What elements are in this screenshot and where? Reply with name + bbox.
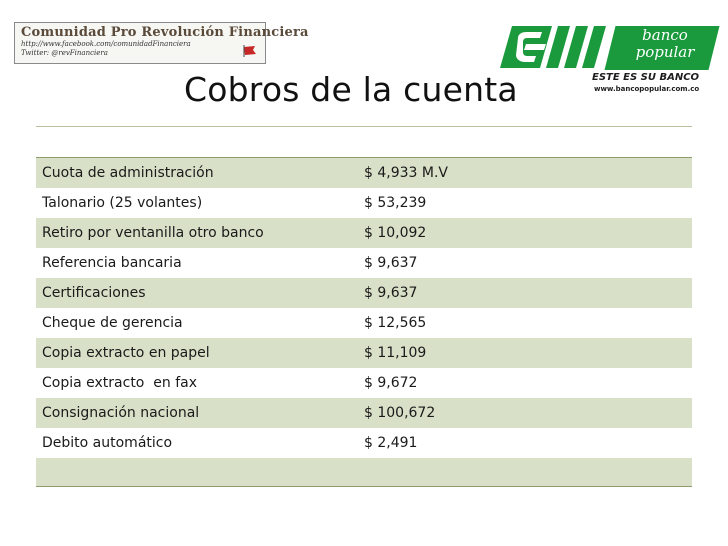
bank-name — [620, 27, 710, 61]
table-row — [36, 218, 692, 248]
fee-label: Cheque de gerencia — [42, 314, 183, 331]
table-row — [36, 428, 692, 458]
fee-amount: $ 9,637 — [364, 284, 418, 301]
community-twitter-handle[interactable]: Twitter: @revFinanciera — [21, 49, 108, 57]
flag-icon — [243, 45, 257, 57]
bank-name-line2: popular — [635, 43, 695, 61]
fee-amount: $ 9,637 — [364, 254, 418, 271]
fee-label: Copia extracto en papel — [42, 344, 210, 361]
table-row — [36, 458, 692, 487]
community-name: Comunidad Pro Revolución Financiera — [21, 25, 309, 40]
table-row — [36, 188, 692, 218]
fees-table-body — [36, 158, 692, 487]
fee-label: Consignación nacional — [42, 404, 200, 421]
fee-amount — [357, 458, 692, 487]
bank-name-line1: banco — [642, 26, 688, 44]
fee-label — [36, 458, 357, 487]
table-row — [36, 278, 692, 308]
community-banner — [14, 22, 309, 64]
fee-amount: $ 11,109 — [364, 344, 427, 361]
fee-amount: $ 4,933 M.V — [364, 164, 448, 181]
bank-slogan: ESTE ES SU BANCO — [592, 72, 700, 83]
title-divider — [36, 126, 692, 127]
fee-label: Certificaciones — [42, 284, 146, 301]
table-row — [36, 158, 692, 188]
community-facebook-link[interactable]: http://www.facebook.com/comunidadFinanciera — [21, 40, 191, 48]
fee-amount: $ 100,672 — [364, 404, 436, 421]
fee-amount: $ 2,491 — [364, 434, 418, 451]
fee-amount: $ 9,672 — [364, 374, 418, 391]
table-row — [36, 248, 692, 278]
fee-label: Debito automático — [42, 434, 173, 451]
fee-label: Cuota de administración — [42, 164, 214, 181]
fee-label: Talonario (25 volantes) — [42, 194, 203, 211]
bank-logo — [496, 22, 718, 98]
table-row — [36, 398, 692, 428]
bank-url[interactable]: www.bancopopular.com.co — [594, 85, 700, 93]
fee-amount: $ 12,565 — [364, 314, 427, 331]
fee-amount: $ 10,092 — [364, 224, 427, 241]
fee-label: Retiro por ventanilla otro banco — [42, 224, 264, 241]
fees-table — [36, 157, 692, 487]
fee-amount: $ 53,239 — [364, 194, 427, 211]
table-row — [36, 308, 692, 338]
fee-label: Referencia bancaria — [42, 254, 182, 271]
table-row — [36, 338, 692, 368]
page-title: Cobros de la cuenta — [184, 70, 518, 109]
bank-stripes-icon — [496, 22, 616, 72]
fee-label: Copia extracto en fax — [42, 374, 198, 391]
table-row — [36, 368, 692, 398]
